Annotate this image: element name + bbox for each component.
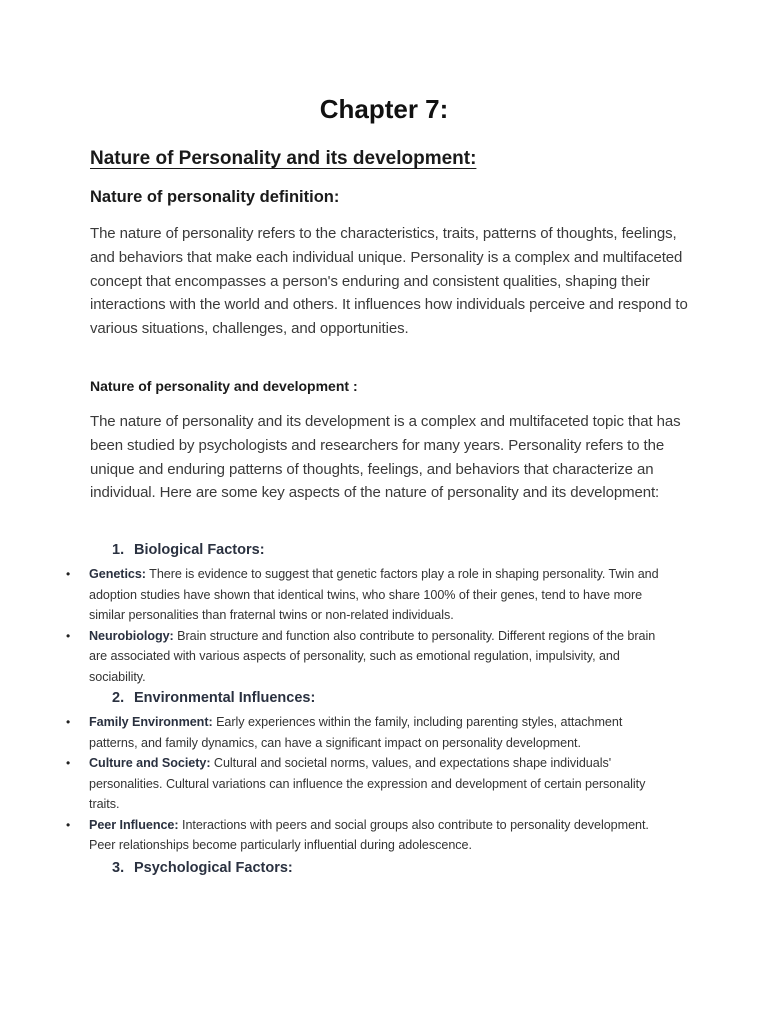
bullet-icon: •: [66, 817, 71, 832]
list-item-neurobiology: [0, 626, 659, 688]
list-item-culture-society: [0, 753, 659, 815]
item-text: Brain structure and function also contribute to personality. Different regions of the brain are associated with various aspects of personality, such as emotional regulation, impulsivity, and sociability.: [89, 628, 656, 684]
bullet-icon: •: [66, 715, 71, 729]
item-term: Genetics:: [89, 567, 146, 581]
item-term: Family Environment:: [89, 715, 213, 729]
item-term: Peer Influence:: [89, 817, 179, 832]
bullet-icon: •: [66, 756, 71, 770]
development-heading: Nature of personality and development :: [90, 378, 358, 394]
bullet-icon: •: [66, 567, 71, 581]
bullet-icon: •: [66, 628, 71, 643]
item-text: Interactions with peers and social groups also contribute to personality development. Peer relationships become particularly influential during adolescence.: [89, 817, 649, 852]
item-text: There is evidence to suggest that genetic factors play a role in shaping personality. Twin and adoption studies have shown that identical twins, who share 100% of their genes, tend to have more similar personalities than fraternal twins or non-related individuals.: [89, 567, 659, 622]
factor-heading-environmental: [112, 690, 315, 706]
item-text: Cultural and societal norms, values, and expectations shape individuals' personalities. Cultural variations can influence the expression and development of certain personality traits.: [89, 756, 646, 811]
factor-title: Environmental Influences:: [134, 690, 316, 706]
section-heading: Nature of Personality and its development:: [90, 148, 477, 169]
biological-factors-list: [0, 564, 768, 687]
chapter-title: Chapter 7:: [319, 94, 449, 124]
list-item-peer-influence: [0, 815, 659, 856]
factor-title: Psychological Factors:: [134, 860, 293, 876]
item-text: Early experiences within the family, including parenting styles, attachment patterns, and family dynamics, can have a significant impact on personality development.: [89, 715, 623, 750]
factor-heading-psychological: [112, 860, 293, 876]
item-term: Neurobiology:: [89, 628, 174, 643]
environmental-influences-list: [0, 712, 768, 856]
list-item-family-environment: [0, 712, 659, 753]
factor-title: Biological Factors:: [134, 542, 265, 558]
list-item-genetics: [0, 564, 659, 626]
development-paragraph: The nature of personality and its development is a complex and multifaceted topic that has been studied by psychologists and researchers for many years. Personality refers to the unique and enduring patterns of thoughts, feelings, and behaviors that characterize an individual. Here are some key aspects of the nature of personality and its development:: [90, 413, 681, 502]
factor-heading-biological: [112, 542, 265, 558]
factor-number: 3.: [112, 860, 125, 876]
definition-paragraph: The nature of personality refers to the characteristics, traits, patterns of thoughts, feelings, and behaviors that make each individual unique. Personality is a complex and multifaceted concept that encompasses a person's enduring and consistent qualities, shaping their interactions with the world and others. It influences how individuals perceive and respond to various situations, challenges, and opportunities.: [90, 225, 688, 338]
item-term: Culture and Society:: [89, 756, 211, 770]
definition-heading: Nature of personality definition:: [90, 188, 340, 206]
factor-number: 1.: [112, 542, 125, 558]
factor-number: 2.: [112, 690, 125, 706]
